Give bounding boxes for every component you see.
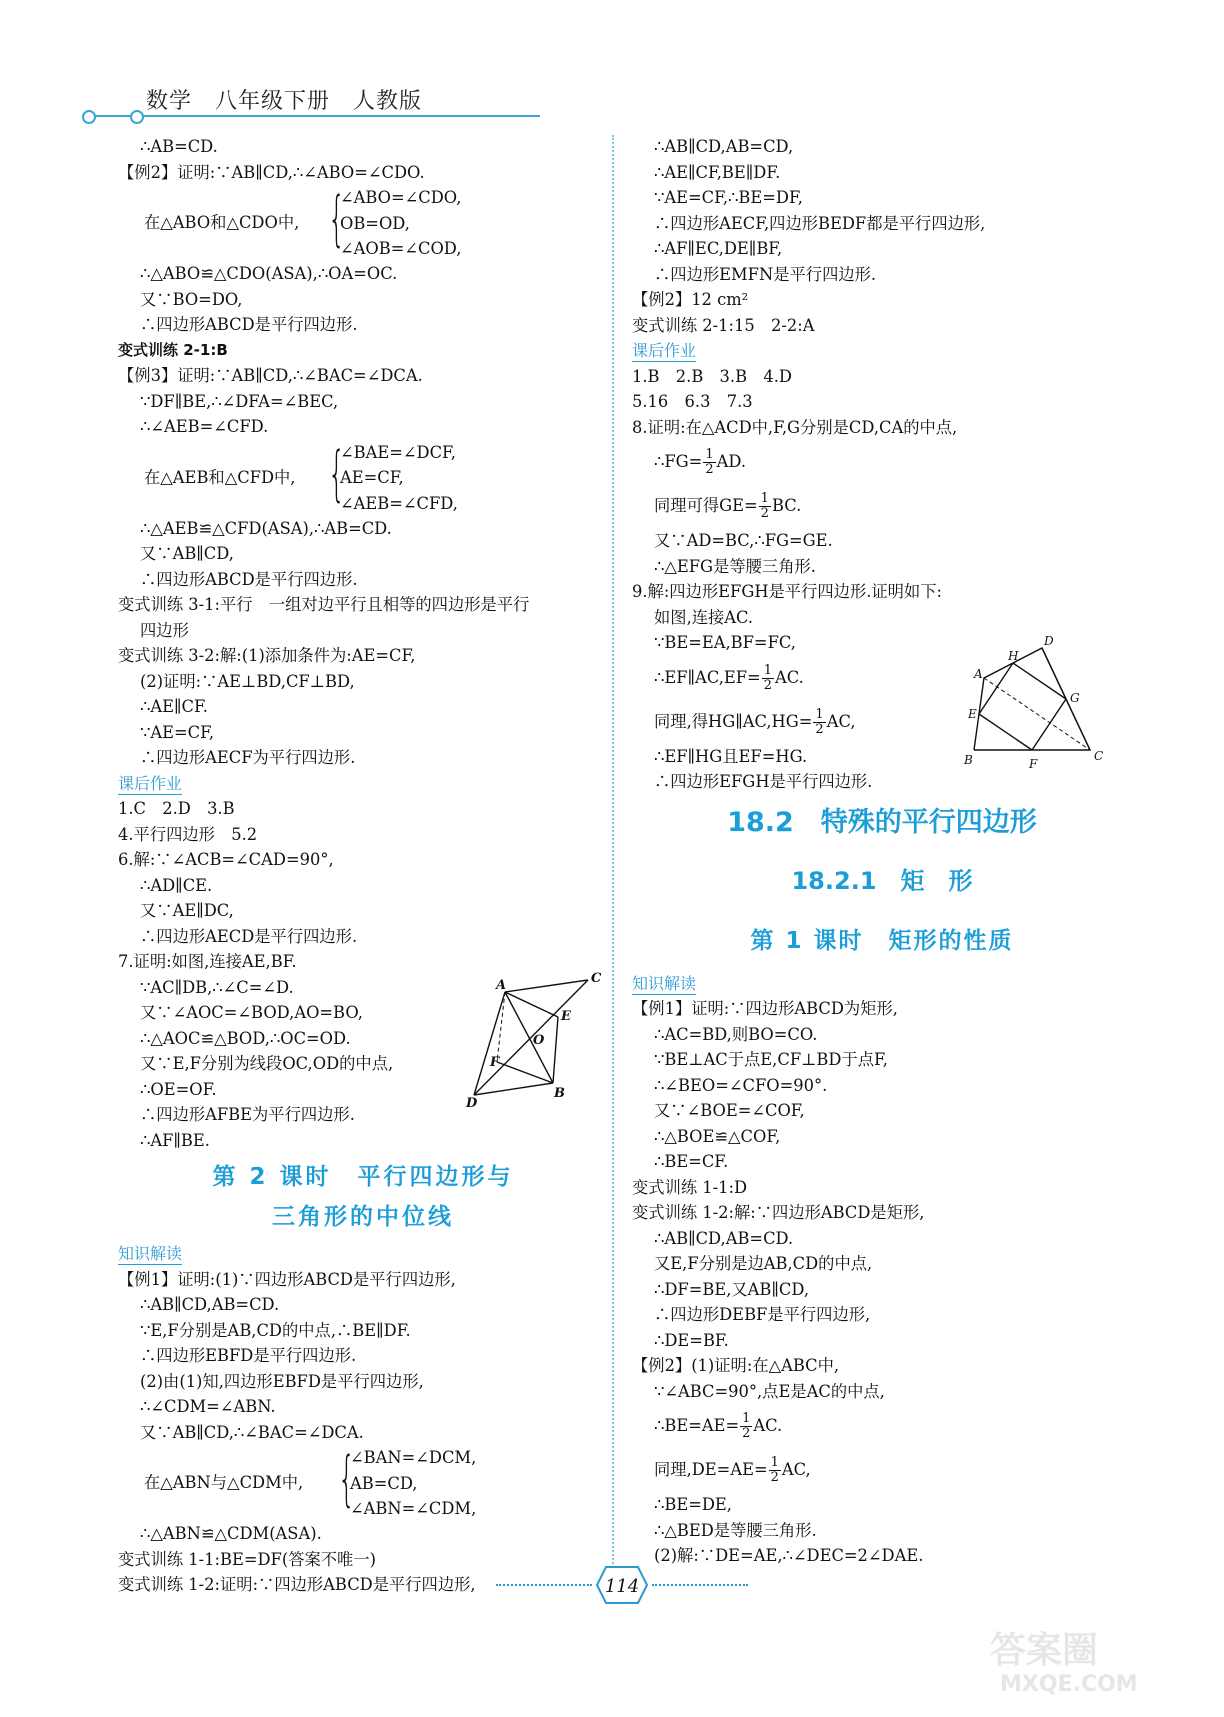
line: ∴△BOE≌△COF,	[654, 1126, 781, 1146]
lesson-heading: 第 2 课时 平行四边形与	[212, 1164, 514, 1190]
figure-label: E	[968, 707, 977, 721]
line: 又∵AB∥CD,	[140, 544, 234, 563]
line-part: ∴EF∥AC,EF=	[654, 667, 761, 687]
line: 又∵∠AOC=∠BOD,AO=BO,	[140, 1003, 363, 1022]
numerator: 1	[705, 447, 714, 462]
denominator: 2	[705, 462, 714, 477]
line: ∴四边形ABCD是平行四边形.	[140, 569, 358, 589]
column-divider	[612, 135, 614, 1600]
line: ∴四边形EFGH是平行四边形.	[654, 772, 873, 791]
line: ∴∠AEB=∠CFD.	[140, 417, 269, 436]
page-number-badge	[596, 1566, 648, 1604]
figure-label: B	[554, 1086, 565, 1101]
line: ∴AF∥EC,DE∥BF,	[654, 239, 783, 258]
answer-line: 9.解:四边形EFGH是平行四边形.证明如下:	[632, 582, 943, 601]
brace-system	[118, 1445, 608, 1521]
line: ∴AB=CD.	[140, 137, 218, 156]
figure-label: O	[533, 1033, 545, 1048]
line: ∴EF∥HG且EF=HG.	[654, 746, 808, 766]
answer-line: 5.16 6.3 7.3	[632, 392, 753, 411]
fraction	[813, 708, 825, 737]
brace-item: ∠AEB=∠CFD,	[340, 493, 458, 513]
example-2-intro: 【例2】证明:∵AB∥CD,∴∠ABO=∠CDO.	[118, 162, 425, 182]
header-dot-right	[130, 110, 144, 124]
line: 如图,连接AC.	[654, 607, 754, 627]
brace-item: ∠BAN=∠DCM,	[350, 1448, 477, 1467]
line: ∴四边形AECD是平行四边形.	[140, 926, 358, 946]
brace-lead: 在△ABO和△CDO中,	[144, 213, 300, 232]
line-part: ∴FG=	[654, 452, 703, 471]
variant-training: 变式训练 2-1:B	[118, 340, 228, 359]
line: ∴四边形EMFN是平行四边形.	[654, 264, 877, 284]
line: ∵AC∥DB,∴∠C=∠D.	[140, 977, 294, 997]
page-number-rule-right	[652, 1584, 748, 1586]
numerator: 1	[815, 706, 824, 722]
line-part: 同理,得HG∥AC,HG=	[654, 711, 813, 731]
fraction	[769, 1456, 781, 1485]
line-part: AC.	[753, 1416, 783, 1435]
line: 又∵∠BOE=∠COF,	[654, 1101, 805, 1120]
parallelogram-figure-1	[460, 970, 610, 1110]
line: ∵∠ABC=90°,点E是AC的中点,	[654, 1381, 885, 1401]
line-part: ∴BE=AE=	[654, 1416, 740, 1435]
line: ∴AB∥CD,AB=CD,	[654, 137, 794, 156]
fraction	[759, 492, 771, 521]
fraction-line	[632, 440, 1132, 484]
line: ∴AB∥CD,AB=CD.	[654, 1228, 794, 1248]
answer-line: 6.解:∵∠ACB=∠CAD=90°,	[118, 850, 334, 869]
page-number: 114	[604, 1576, 640, 1597]
line-part: AD.	[716, 452, 746, 471]
numerator: 1	[763, 662, 772, 678]
variant-training: 变式训练 1-1:BE=DF(答案不唯一)	[118, 1549, 376, 1569]
variant-training: 变式训练 3-2:解:(1)添加条件为:AE=CF,	[118, 646, 416, 665]
line-part: AC,	[826, 711, 856, 731]
line: ∴BE=DE,	[654, 1495, 732, 1514]
figure-label: F	[490, 1055, 500, 1070]
line: ∵AE=CF,∴BE=DF,	[654, 188, 803, 207]
denominator: 2	[763, 677, 772, 693]
figure-label: D	[466, 1096, 478, 1110]
lesson-heading: 三角形的中位线	[272, 1204, 454, 1230]
line: ∴△EFG是等腰三角形.	[654, 556, 816, 576]
denominator: 2	[742, 1426, 751, 1441]
brace-item: OB=OD,	[340, 213, 410, 233]
line: ∴△AOC≌△BOD,∴OC=OD.	[140, 1028, 351, 1048]
fraction-line	[632, 1448, 1132, 1492]
line: ∴∠CDM=∠ABN.	[140, 1397, 276, 1416]
example-2-answer: 【例2】12 cm²	[632, 290, 749, 309]
line: ∴OE=OF.	[140, 1079, 217, 1099]
brace-icon: {	[328, 184, 346, 254]
variant-training: 变式训练 2-1:15 2-2:A	[632, 315, 815, 335]
denominator: 2	[815, 721, 824, 737]
variant-training: 变式训练 1-2:解:∵四边形ABCD是矩形,	[632, 1203, 925, 1222]
line: 又∵BO=DO,	[140, 289, 243, 309]
brace-lead: 在△ABN与△CDM中,	[144, 1473, 304, 1492]
example-2-intro: 【例2】(1)证明:在△ABC中,	[632, 1356, 840, 1375]
line: ∴AB∥CD,AB=CD.	[140, 1295, 280, 1314]
line-part: AC,	[781, 1460, 811, 1479]
line: ∴DF=BE,又AB∥CD,	[654, 1279, 810, 1299]
line: ∴AD∥CE.	[140, 875, 213, 895]
variant-training: 变式训练 3-1:平行 一组对边平行且相等的四边形是平行	[118, 595, 530, 614]
line: ∴△ABO≌△CDO(ASA),∴OA=OC.	[140, 264, 398, 283]
line: 四边形	[140, 620, 189, 640]
fraction-line	[632, 484, 1132, 528]
fraction	[740, 1412, 752, 1441]
line: 又∵AB∥CD,∴∠BAC=∠DCA.	[140, 1422, 364, 1442]
numerator: 1	[742, 1411, 751, 1426]
figure-label: A	[496, 978, 507, 993]
line-part: BC.	[771, 496, 802, 515]
line: ∴AF∥BE.	[140, 1130, 210, 1150]
line: ∵BE=EA,BF=FC,	[654, 633, 796, 652]
line: ∵BE⊥AC于点E,CF⊥BD于点F,	[654, 1050, 888, 1069]
line: ∴∠BEO=∠CFO=90°.	[654, 1075, 828, 1095]
brace-item: AB=CD,	[350, 1473, 418, 1493]
knowledge-heading: 知识解读	[118, 1244, 183, 1263]
line: ∴四边形AECF为平行四边形.	[140, 748, 356, 767]
line: ∴△AEB≌△CFD(ASA),∴AB=CD.	[140, 518, 392, 538]
brace-item: ∠ABO=∠CDO,	[340, 188, 462, 207]
line: ∴AE∥CF.	[140, 697, 208, 716]
numerator: 1	[760, 491, 769, 506]
line-part: AC.	[774, 667, 804, 687]
right-column	[632, 134, 1132, 1569]
page-number-rule-left	[496, 1584, 592, 1586]
fraction	[703, 448, 715, 477]
brace-system	[118, 440, 608, 516]
line: ∴四边形DEBF是平行四边形,	[654, 1305, 871, 1324]
line: ∵DF∥BE,∴∠DFA=∠BEC,	[140, 391, 339, 411]
example-3-intro: 【例3】证明:∵AB∥CD,∴∠BAC=∠DCA.	[118, 366, 423, 385]
brace-item: ∠ABN=∠CDM,	[350, 1499, 477, 1518]
brace-system	[118, 185, 608, 261]
line: 又∵AD=BC,∴FG=GE.	[654, 531, 833, 550]
brace-icon: {	[328, 438, 346, 509]
answer-line: 1.C 2.D 3.B	[118, 799, 235, 818]
line: ∵AE=CF,	[140, 722, 215, 742]
figure-label: A	[974, 667, 983, 681]
line: ∵E,F分别是AB,CD的中点,∴BE∥DF.	[140, 1320, 411, 1340]
answer-line: 8.证明:在△ACD中,F,G分别是CD,CA的中点,	[632, 417, 958, 437]
figure-label: B	[964, 753, 973, 767]
line: ∴AC=BD,则BO=CO.	[654, 1024, 818, 1044]
line: 又∵AE∥DC,	[140, 901, 234, 920]
answer-line: 7.证明:如图,连接AE,BF.	[118, 952, 297, 971]
line: ∴四边形EBFD是平行四边形.	[140, 1346, 357, 1365]
brace-lead: 在△AEB和△CFD中,	[144, 467, 296, 487]
homework-heading: 课后作业	[118, 773, 183, 793]
brace-item: ∠AOB=∠COD,	[340, 239, 462, 258]
variant-training: 变式训练 1-2:证明:∵四边形ABCD是平行四边形,	[118, 1575, 476, 1594]
answer-line: 4.平行四边形 5.2	[118, 824, 258, 844]
figure-label: E	[561, 1009, 571, 1024]
knowledge-heading: 知识解读	[632, 973, 697, 993]
figure-label: G	[1070, 691, 1080, 705]
header-dot-left	[82, 110, 96, 124]
line: 又E,F分别是边AB,CD的中点,	[654, 1254, 873, 1273]
line: ∴四边形AFBE为平行四边形.	[140, 1105, 355, 1124]
figure-label: H	[1008, 649, 1019, 663]
line: ∴BE=CF.	[654, 1152, 729, 1171]
answer-line: 1.B 2.B 3.B 4.D	[632, 366, 792, 386]
subsection-heading: 18.2.1 矩 形	[791, 866, 973, 895]
line: ∴DE=BF.	[654, 1330, 729, 1350]
line-part: 同理,DE=AE=	[654, 1460, 768, 1479]
watermark-url: MXQE.COM	[1000, 1672, 1138, 1697]
variant-training: 变式训练 1-1:D	[632, 1177, 748, 1197]
lesson-heading: 第 1 课时 矩形的性质	[750, 927, 1014, 954]
fraction	[762, 664, 774, 693]
figure-label: C	[1094, 749, 1104, 763]
example-1-intro: 【例1】证明:(1)∵四边形ABCD是平行四边形,	[118, 1269, 456, 1289]
example-1-intro: 【例1】证明:∵四边形ABCD为矩形,	[632, 999, 898, 1018]
quadrilateral-figure-2	[944, 630, 1114, 780]
fraction-line	[632, 1404, 1132, 1448]
line: ∴△BED是等腰三角形.	[654, 1520, 817, 1540]
numerator: 1	[770, 1455, 779, 1470]
brace-item: ∠BAE=∠DCF,	[340, 442, 456, 462]
section-heading: 18.2 特殊的平行四边形	[727, 806, 1037, 838]
denominator: 2	[770, 1470, 779, 1485]
figure-label: F	[1029, 757, 1038, 771]
line-part: 同理可得GE=	[654, 496, 758, 515]
left-column	[118, 134, 608, 1598]
line: (2)证明:∵AE⊥BD,CF⊥BD,	[140, 671, 355, 691]
header-rule	[88, 115, 540, 117]
denominator: 2	[760, 506, 769, 521]
header-title: 数学 八年级下册 人教版	[146, 89, 423, 114]
line: (2)解:∵DE=AE,∴∠DEC=2∠DAE.	[654, 1546, 924, 1565]
brace-icon: {	[338, 1444, 356, 1514]
line: ∴四边形AECF,四边形BEDF都是平行四边形,	[654, 213, 986, 233]
line: ∴四边形ABCD是平行四边形.	[140, 315, 358, 334]
line: ∴△ABN≌△CDM(ASA).	[140, 1524, 322, 1543]
line: ∴AE∥CF,BE∥DF.	[654, 162, 781, 182]
homework-heading: 课后作业	[632, 341, 697, 360]
line: 又∵E,F分别为线段OC,OD的中点,	[140, 1054, 394, 1073]
figure-label: D	[1044, 634, 1054, 648]
line: (2)由(1)知,四边形EBFD是平行四边形,	[140, 1371, 424, 1391]
watermark-logo: 答案圈	[990, 1630, 1099, 1671]
figure-label: C	[591, 971, 602, 986]
brace-item: AE=CF,	[340, 468, 404, 487]
